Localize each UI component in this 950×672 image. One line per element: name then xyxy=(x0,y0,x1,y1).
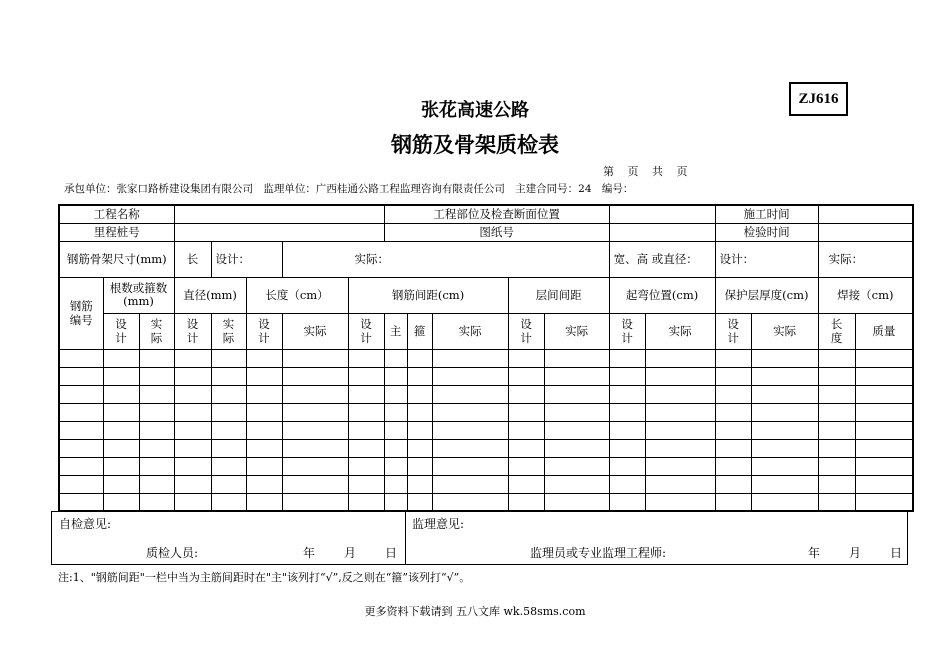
table-cell[interactable] xyxy=(384,439,407,457)
project-name: 张花高速公路 xyxy=(421,100,529,121)
table-cell[interactable] xyxy=(348,439,384,457)
table-cell[interactable] xyxy=(609,439,645,457)
table-cell[interactable] xyxy=(139,385,174,403)
table-cell[interactable] xyxy=(751,421,818,439)
table-cell[interactable] xyxy=(407,421,432,439)
table-cell[interactable] xyxy=(609,385,645,403)
width-actual[interactable]: 实际： xyxy=(818,241,913,277)
table-cell[interactable] xyxy=(508,367,544,385)
table-cell[interactable] xyxy=(544,457,609,475)
footnote: 注:1、"钢筋间距"一栏中当为主筋间距时在"主"该列打“√”,反之则在“箍”该列打“√”。 xyxy=(58,571,471,584)
table-cell[interactable] xyxy=(609,403,645,421)
length-label: 长 xyxy=(174,241,211,277)
table-cell[interactable] xyxy=(103,349,139,367)
inspection-time-value[interactable] xyxy=(818,223,913,241)
table-cell[interactable] xyxy=(818,421,855,439)
table-cell[interactable] xyxy=(855,349,913,367)
table-cell[interactable] xyxy=(609,367,645,385)
length-actual[interactable]: 实际： xyxy=(282,241,609,277)
table-cell[interactable] xyxy=(645,457,715,475)
table-cell[interactable] xyxy=(751,367,818,385)
table-cell[interactable] xyxy=(432,367,508,385)
table-cell[interactable] xyxy=(544,349,609,367)
table-cell[interactable] xyxy=(715,475,751,493)
table-cell[interactable] xyxy=(139,403,174,421)
table-cell[interactable] xyxy=(174,457,211,475)
table-cell[interactable] xyxy=(818,385,855,403)
station-label: 里程桩号 xyxy=(59,223,174,241)
supervision-box[interactable] xyxy=(405,512,907,564)
inspection-table xyxy=(58,204,914,512)
table-cell[interactable] xyxy=(103,421,139,439)
table-cell[interactable] xyxy=(751,349,818,367)
table-cell[interactable] xyxy=(407,475,432,493)
table-cell[interactable] xyxy=(855,367,913,385)
table-cell[interactable] xyxy=(384,385,407,403)
table-cell[interactable] xyxy=(139,367,174,385)
table-cell[interactable] xyxy=(174,367,211,385)
table-cell[interactable] xyxy=(348,457,384,475)
cover-actual: 实际 xyxy=(751,313,818,349)
table-row xyxy=(59,475,913,493)
table-cell[interactable] xyxy=(818,475,855,493)
table-cell[interactable] xyxy=(384,475,407,493)
count-header: 根数或箍数(mm) xyxy=(103,277,174,313)
table-cell[interactable] xyxy=(211,493,246,511)
table-cell[interactable] xyxy=(282,349,348,367)
table-cell[interactable] xyxy=(139,439,174,457)
table-cell[interactable] xyxy=(59,457,103,475)
table-cell[interactable] xyxy=(282,367,348,385)
table-cell[interactable] xyxy=(715,421,751,439)
contract-number: 主建合同号：24 xyxy=(515,183,592,195)
opinion-section xyxy=(51,511,908,565)
spacing-actual: 实际 xyxy=(432,313,508,349)
construction-time-value[interactable] xyxy=(818,205,913,223)
table-cell[interactable] xyxy=(246,367,282,385)
table-cell[interactable] xyxy=(211,439,246,457)
table-cell[interactable] xyxy=(855,457,913,475)
cover-design: 设计 xyxy=(715,313,751,349)
table-cell[interactable] xyxy=(432,385,508,403)
drawing-value[interactable] xyxy=(609,223,715,241)
length-design[interactable]: 设计： xyxy=(211,241,282,277)
table-row xyxy=(59,367,913,385)
width-height-label: 宽、高 或直径： xyxy=(609,241,715,277)
table-cell[interactable] xyxy=(174,403,211,421)
spacing-header: 钢筋间距(cm) xyxy=(348,277,508,313)
table-cell[interactable] xyxy=(432,403,508,421)
layer-spacing-header: 层间间距 xyxy=(508,277,609,313)
weld-length: 长度 xyxy=(818,313,855,349)
drawing-label: 图纸号 xyxy=(384,223,609,241)
table-cell[interactable] xyxy=(432,421,508,439)
year-label: 年 xyxy=(303,546,316,560)
table-cell[interactable] xyxy=(508,439,544,457)
table-cell[interactable] xyxy=(139,475,174,493)
table-cell[interactable] xyxy=(855,403,913,421)
bend-actual: 实际 xyxy=(645,313,715,349)
day-label-2: 日 xyxy=(890,546,903,560)
table-cell[interactable] xyxy=(282,457,348,475)
table-row xyxy=(59,421,913,439)
table-cell[interactable] xyxy=(246,439,282,457)
table-cell[interactable] xyxy=(407,457,432,475)
table-cell[interactable] xyxy=(818,367,855,385)
bend-design: 设计 xyxy=(609,313,645,349)
spacing-hoop: 箍 xyxy=(407,313,432,349)
table-cell[interactable] xyxy=(645,385,715,403)
supervision-label: 监理意见: xyxy=(412,517,465,531)
table-row xyxy=(59,349,913,367)
contractor: 承包单位：张家口路桥建设集团有限公司 xyxy=(64,183,253,195)
table-cell[interactable] xyxy=(544,403,609,421)
table-cell[interactable] xyxy=(407,349,432,367)
table-cell[interactable] xyxy=(246,457,282,475)
diameter-actual: 实际 xyxy=(211,313,246,349)
table-cell[interactable] xyxy=(282,439,348,457)
table-cell[interactable] xyxy=(282,475,348,493)
table-cell[interactable] xyxy=(103,439,139,457)
table-cell[interactable] xyxy=(818,403,855,421)
inspector-label: 质检人员: xyxy=(146,546,199,560)
table-cell[interactable] xyxy=(508,403,544,421)
table-cell[interactable] xyxy=(211,403,246,421)
table-row xyxy=(59,493,913,511)
table-cell[interactable] xyxy=(59,367,103,385)
table-cell[interactable] xyxy=(432,457,508,475)
layer-design: 设计 xyxy=(508,313,544,349)
weld-quality: 质量 xyxy=(855,313,913,349)
length-design-col: 设计 xyxy=(246,313,282,349)
table-cell[interactable] xyxy=(544,475,609,493)
table-cell[interactable] xyxy=(751,475,818,493)
diameter-design: 设计 xyxy=(174,313,211,349)
year-label-2: 年 xyxy=(808,546,821,560)
form-title: 钢筋及骨架质检表 xyxy=(391,133,559,157)
spacing-design: 设计 xyxy=(348,313,384,349)
bar-number-header: 钢筋编号 xyxy=(59,277,103,349)
table-cell[interactable] xyxy=(855,493,913,511)
table-cell[interactable] xyxy=(103,475,139,493)
engineer-label: 监理员或专业监理工程师: xyxy=(530,546,667,560)
table-cell[interactable] xyxy=(645,421,715,439)
self-check-box[interactable] xyxy=(52,512,406,564)
table-cell[interactable] xyxy=(174,439,211,457)
table-cell[interactable] xyxy=(432,439,508,457)
length-header: 长度（cm） xyxy=(246,277,348,313)
table-cell[interactable] xyxy=(609,421,645,439)
construction-time-label: 施工时间 xyxy=(715,205,818,223)
cover-thickness-header: 保护层厚度(cm) xyxy=(715,277,818,313)
table-cell[interactable] xyxy=(715,493,751,511)
table-cell[interactable] xyxy=(103,403,139,421)
table-cell[interactable] xyxy=(855,475,913,493)
table-cell[interactable] xyxy=(282,385,348,403)
spacing-main: 主 xyxy=(384,313,407,349)
table-cell[interactable] xyxy=(211,367,246,385)
table-cell[interactable] xyxy=(544,493,609,511)
table-cell[interactable] xyxy=(715,349,751,367)
table-cell[interactable] xyxy=(544,421,609,439)
page-indicator: 第 页 共 页 xyxy=(603,165,693,178)
table-cell[interactable] xyxy=(139,421,174,439)
table-cell[interactable] xyxy=(751,385,818,403)
supervisor: 监理单位：广西桂通公路工程监理咨询有限责任公司 xyxy=(263,183,505,195)
table-cell[interactable] xyxy=(139,457,174,475)
serial-number: 编号： xyxy=(601,183,634,195)
table-cell[interactable] xyxy=(211,421,246,439)
table-cell[interactable] xyxy=(246,493,282,511)
table-cell[interactable] xyxy=(751,457,818,475)
table-cell[interactable] xyxy=(645,367,715,385)
table-cell[interactable] xyxy=(59,493,103,511)
table-cell[interactable] xyxy=(645,493,715,511)
table-cell[interactable] xyxy=(59,349,103,367)
table-cell[interactable] xyxy=(384,349,407,367)
footer-text: 更多资料下载请到 五八文库 wk.58sms.com xyxy=(364,605,586,618)
table-row xyxy=(59,439,913,457)
table-cell[interactable] xyxy=(384,421,407,439)
table-cell[interactable] xyxy=(282,403,348,421)
table-cell[interactable] xyxy=(645,439,715,457)
project-name-label: 工程名称 xyxy=(59,205,174,223)
table-cell[interactable] xyxy=(855,439,913,457)
table-cell[interactable] xyxy=(609,457,645,475)
table-cell[interactable] xyxy=(407,367,432,385)
table-cell[interactable] xyxy=(818,493,855,511)
station-value[interactable] xyxy=(174,223,384,241)
table-cell[interactable] xyxy=(246,349,282,367)
table-cell[interactable] xyxy=(103,493,139,511)
table-cell[interactable] xyxy=(211,475,246,493)
bend-position-header: 起弯位置(cm) xyxy=(609,277,715,313)
table-cell[interactable] xyxy=(407,403,432,421)
table-cell[interactable] xyxy=(211,349,246,367)
table-cell[interactable] xyxy=(348,493,384,511)
table-cell[interactable] xyxy=(246,385,282,403)
length-actual-col: 实际 xyxy=(282,313,348,349)
table-cell[interactable] xyxy=(384,457,407,475)
table-cell[interactable] xyxy=(508,475,544,493)
table-cell[interactable] xyxy=(508,385,544,403)
table-cell[interactable] xyxy=(508,421,544,439)
table-cell[interactable] xyxy=(59,403,103,421)
table-cell[interactable] xyxy=(751,439,818,457)
table-cell[interactable] xyxy=(103,385,139,403)
table-cell[interactable] xyxy=(715,385,751,403)
table-cell[interactable] xyxy=(508,349,544,367)
table-cell[interactable] xyxy=(59,475,103,493)
table-cell[interactable] xyxy=(282,493,348,511)
table-cell[interactable] xyxy=(645,349,715,367)
table-cell[interactable] xyxy=(407,385,432,403)
diameter-header: 直径(mm) xyxy=(174,277,246,313)
table-cell[interactable] xyxy=(715,457,751,475)
table-cell[interactable] xyxy=(139,349,174,367)
welding-header: 焊接（cm) xyxy=(818,277,913,313)
width-design[interactable]: 设计： xyxy=(715,241,818,277)
table-cell[interactable] xyxy=(645,403,715,421)
table-cell[interactable] xyxy=(715,367,751,385)
table-cell[interactable] xyxy=(174,421,211,439)
table-row xyxy=(59,385,913,403)
table-cell[interactable] xyxy=(246,421,282,439)
table-cell[interactable] xyxy=(818,349,855,367)
table-cell[interactable] xyxy=(59,421,103,439)
table-cell[interactable] xyxy=(751,493,818,511)
table-cell[interactable] xyxy=(508,493,544,511)
table-cell[interactable] xyxy=(751,403,818,421)
layer-actual: 实际 xyxy=(544,313,609,349)
table-cell[interactable] xyxy=(432,493,508,511)
table-cell[interactable] xyxy=(59,439,103,457)
table-cell[interactable] xyxy=(174,349,211,367)
table-cell[interactable] xyxy=(282,421,348,439)
table-cell[interactable] xyxy=(246,475,282,493)
table-cell[interactable] xyxy=(715,439,751,457)
table-cell[interactable] xyxy=(174,493,211,511)
table-cell[interactable] xyxy=(348,385,384,403)
table-cell[interactable] xyxy=(246,403,282,421)
table-cell[interactable] xyxy=(715,403,751,421)
inspection-time-label: 检验时间 xyxy=(715,223,818,241)
table-cell[interactable] xyxy=(855,385,913,403)
table-cell[interactable] xyxy=(59,385,103,403)
table-cell[interactable] xyxy=(348,349,384,367)
contract-info xyxy=(64,181,640,196)
table-cell[interactable] xyxy=(818,457,855,475)
table-cell[interactable] xyxy=(348,421,384,439)
table-cell[interactable] xyxy=(407,439,432,457)
table-cell[interactable] xyxy=(818,439,855,457)
table-cell[interactable] xyxy=(174,475,211,493)
table-cell[interactable] xyxy=(384,493,407,511)
table-cell[interactable] xyxy=(432,475,508,493)
table-cell[interactable] xyxy=(139,493,174,511)
table-cell[interactable] xyxy=(544,439,609,457)
table-cell[interactable] xyxy=(384,403,407,421)
table-cell[interactable] xyxy=(432,349,508,367)
month-label: 月 xyxy=(344,546,357,560)
count-actual: 实际 xyxy=(139,313,174,349)
table-cell[interactable] xyxy=(407,493,432,511)
table-cell[interactable] xyxy=(544,367,609,385)
table-cell[interactable] xyxy=(211,457,246,475)
table-row xyxy=(59,403,913,421)
table-cell[interactable] xyxy=(544,385,609,403)
location-value[interactable] xyxy=(609,205,715,223)
table-cell[interactable] xyxy=(609,349,645,367)
table-cell[interactable] xyxy=(348,367,384,385)
project-name-value[interactable] xyxy=(174,205,384,223)
table-cell[interactable] xyxy=(103,457,139,475)
table-cell[interactable] xyxy=(645,475,715,493)
table-cell[interactable] xyxy=(609,475,645,493)
table-cell[interactable] xyxy=(855,421,913,439)
form-code: ZJ616 xyxy=(789,82,848,116)
count-design: 设计 xyxy=(103,313,139,349)
self-check-label: 自检意见: xyxy=(59,517,112,531)
frame-size-label: 钢筋骨架尺寸(mm) xyxy=(59,241,174,277)
table-cell[interactable] xyxy=(384,367,407,385)
month-label-2: 月 xyxy=(849,546,862,560)
table-cell[interactable] xyxy=(508,457,544,475)
table-cell[interactable] xyxy=(174,385,211,403)
table-row xyxy=(59,457,913,475)
table-cell[interactable] xyxy=(211,385,246,403)
location-label: 工程部位及检查断面位置 xyxy=(384,205,609,223)
table-cell[interactable] xyxy=(103,367,139,385)
table-cell[interactable] xyxy=(609,493,645,511)
table-cell[interactable] xyxy=(348,403,384,421)
table-cell[interactable] xyxy=(348,475,384,493)
day-label: 日 xyxy=(385,546,398,560)
